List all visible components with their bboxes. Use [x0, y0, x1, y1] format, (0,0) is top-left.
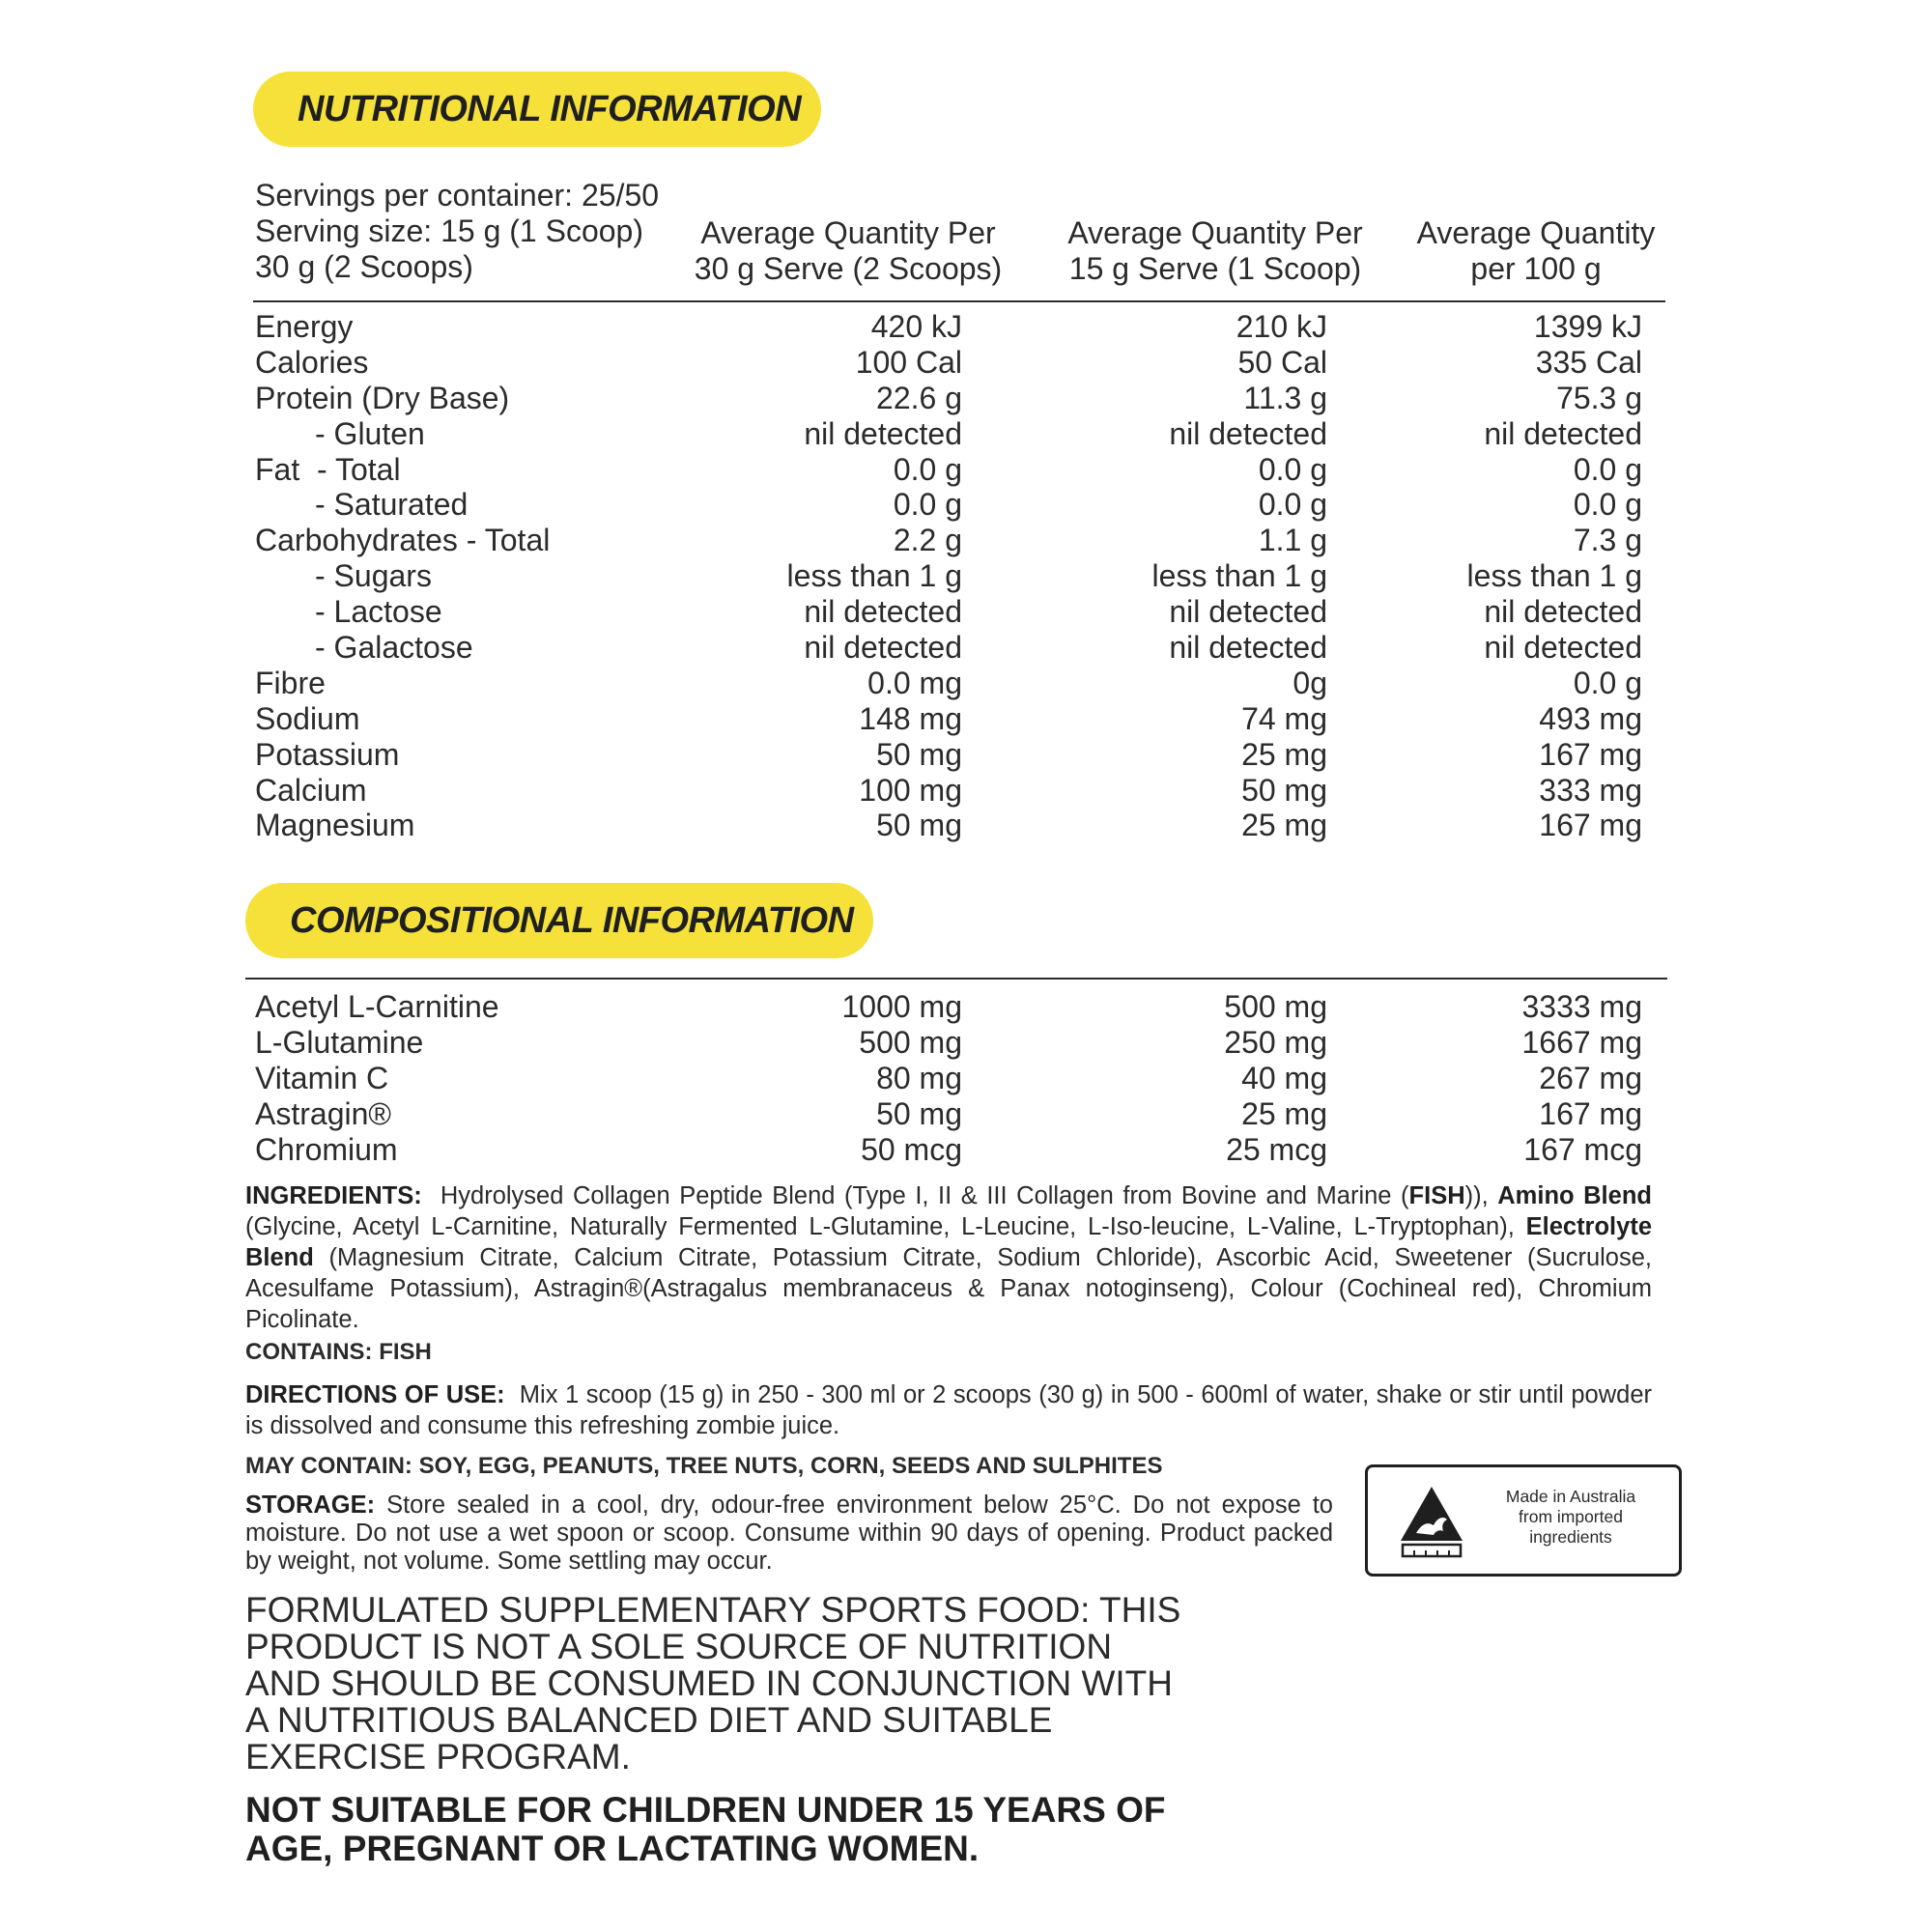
value-30g: 50 mg [876, 736, 962, 772]
row-label: Fibre [255, 665, 326, 700]
table-row [255, 736, 1642, 773]
electrolyte-blend-label: Electrolyte Blend [245, 1213, 1652, 1271]
table-row [255, 1060, 1642, 1096]
value-100g: nil detected [1484, 630, 1642, 666]
value-30g: nil detected [804, 594, 962, 630]
value-100g: 267 mg [1539, 1060, 1642, 1095]
made-in-australia-badge [1365, 1464, 1682, 1577]
value-30g: nil detected [804, 630, 962, 666]
value-15g: 11.3 g [1243, 380, 1327, 415]
badge-line: ingredients [1529, 1527, 1612, 1547]
value-30g: 0.0 mg [867, 665, 962, 700]
row-label: - Galactose [315, 630, 473, 666]
value-100g: less than 1 g [1466, 558, 1642, 594]
value-15g: 0.0 g [1258, 487, 1327, 523]
row-label: Energy [255, 309, 354, 344]
formulated-statement: FORMULATED SUPPLEMENTARY SPORTS FOOD: THIS PRODUCT IS NOT A SOLE SOURCE OF NUTRITION AND SHOULD BE CONSUMED IN CONJUNCTION WITH A NUTRITIOUS BALANCED DIET AND SUITABLE EXERCISE PROGRAM. [245, 1590, 1181, 1776]
value-15g: 500 mg [1224, 989, 1327, 1024]
value-30g: 500 mg [859, 1024, 962, 1060]
storage-paragraph [245, 1492, 1333, 1576]
value-30g: nil detected [804, 415, 962, 451]
value-100g: 7.3 g [1573, 523, 1642, 558]
value-100g: 167 mcg [1523, 1131, 1642, 1167]
row-label: Fat - Total [255, 451, 401, 487]
table-row [255, 380, 1642, 416]
value-30g: 0.0 g [893, 451, 962, 487]
value-30g: 100 Cal [855, 344, 962, 380]
table-row [255, 558, 1642, 594]
value-15g: 0g [1293, 665, 1327, 700]
value-15g: less than 1 g [1151, 558, 1327, 594]
divider [245, 978, 1667, 980]
nutritional-info-heading [253, 71, 821, 147]
value-100g: 167 mg [1539, 1095, 1642, 1131]
table-row [255, 700, 1642, 737]
value-30g: less than 1 g [786, 558, 962, 594]
australian-kangaroo-triangle-icon [1399, 1485, 1464, 1558]
value-100g: 167 mg [1539, 736, 1642, 772]
value-30g: 80 mg [876, 1060, 962, 1095]
table-row [255, 594, 1642, 630]
row-label: Chromium [255, 1131, 398, 1167]
column-header-100g [1391, 215, 1681, 287]
row-label: Magnesium [255, 808, 415, 843]
row-label: Sodium [255, 700, 360, 736]
table-row [255, 1131, 1642, 1168]
badge-line: Made in Australia [1505, 1487, 1636, 1506]
servings-per-container: Servings per container: 25/50 [255, 178, 660, 213]
table-row [255, 523, 1642, 558]
value-30g: 50 mcg [861, 1131, 962, 1167]
column-header-line: Average Quantity Per [1067, 215, 1363, 250]
value-30g: 0.0 g [893, 487, 962, 523]
value-15g: 25 mg [1241, 1095, 1327, 1131]
table-row [255, 451, 1642, 488]
value-15g: 74 mg [1241, 700, 1327, 736]
divider [253, 300, 1665, 302]
column-header-15g [1041, 215, 1389, 287]
serving-info [255, 178, 659, 285]
value-100g: 167 mg [1539, 808, 1642, 843]
value-15g: 50 Cal [1237, 344, 1327, 380]
value-15g: 25 mg [1241, 736, 1327, 772]
value-100g: 0.0 g [1573, 665, 1642, 700]
nutrition-table [255, 309, 1642, 843]
allergen-fish: FISH [1408, 1182, 1465, 1209]
column-header-line: 15 g Serve (1 Scoop) [1068, 251, 1362, 286]
value-100g: 493 mg [1539, 700, 1642, 736]
value-15g: 250 mg [1224, 1024, 1327, 1060]
ingredients-text: Hydrolysed Collagen Peptide Blend (Type I, II & III Collagen from Bovine and Marine ( [440, 1182, 1409, 1209]
value-100g: 333 mg [1539, 772, 1642, 808]
value-100g: 0.0 g [1573, 451, 1642, 487]
value-30g: 1000 mg [841, 989, 962, 1024]
value-15g: 25 mcg [1226, 1131, 1327, 1167]
value-15g: 40 mg [1241, 1060, 1327, 1095]
ingredients-text: )), [1464, 1182, 1489, 1209]
may-contain-statement: MAY CONTAIN: SOY, EGG, PEANUTS, TREE NUTS, CORN, SEEDS AND SULPHITES [245, 1453, 1163, 1479]
value-15g: 0.0 g [1258, 451, 1327, 487]
row-label: Carbohydrates - Total [255, 523, 551, 558]
row-label: L-Glutamine [255, 1024, 424, 1060]
value-30g: 420 kJ [870, 309, 962, 344]
table-row [255, 1024, 1642, 1061]
row-label: Protein (Dry Base) [255, 380, 510, 415]
value-100g: 1399 kJ [1533, 309, 1642, 344]
badge-text [1484, 1487, 1658, 1548]
value-30g: 100 mg [859, 772, 962, 808]
ingredients-label: INGREDIENTS: [245, 1182, 422, 1209]
table-row [255, 989, 1642, 1025]
value-15g: 210 kJ [1236, 309, 1327, 344]
value-100g: 3333 mg [1521, 989, 1642, 1024]
directions-text: Mix 1 scoop (15 g) in 250 - 300 ml or 2 scoops (30 g) in 500 - 600ml of water, shake or stir until powder is dissolved and consume this refreshing zombie juice. [245, 1381, 1653, 1439]
value-30g: 50 mg [876, 808, 962, 843]
table-row [255, 772, 1642, 809]
table-row [255, 808, 1642, 843]
value-100g: 0.0 g [1573, 487, 1642, 523]
serving-size-line2: 30 g (2 Scoops) [255, 249, 473, 284]
storage-text: Store sealed in a cool, dry, odour-free environment below 25°C. Do not expose to moisture. Do not use a wet spoon or scoop. Consume within 90 days of opening. Product packed by weight, not volume. Some settling may occur. [245, 1492, 1333, 1575]
table-row [255, 665, 1642, 701]
composition-table [255, 989, 1642, 1167]
ingredients-text: (Glycine, Acetyl L-Carnitine, Naturally Fermented L-Glutamine, L-Leucine, L-Iso-leucine, L-Valine, L-Tryptophan), [245, 1213, 1515, 1240]
badge-line: from imported [1519, 1507, 1623, 1526]
column-header-line: per 100 g [1470, 251, 1602, 286]
row-label: - Gluten [315, 415, 425, 451]
table-row [255, 415, 1642, 452]
table-row [255, 1095, 1642, 1132]
contains-statement: CONTAINS: FISH [245, 1339, 432, 1365]
value-30g: 22.6 g [876, 380, 962, 415]
warning-statement: NOT SUITABLE FOR CHILDREN UNDER 15 YEARS OF AGE, PREGNANT OR LACTATING WOMEN. [245, 1790, 1166, 1868]
value-100g: 335 Cal [1535, 344, 1642, 380]
directions-paragraph [245, 1379, 1652, 1441]
value-100g: 75.3 g [1556, 380, 1642, 415]
table-row [255, 344, 1642, 381]
column-header-line: 30 g Serve (2 Scoops) [694, 251, 1003, 286]
row-label: Calories [255, 344, 369, 380]
row-label: Vitamin C [255, 1060, 389, 1095]
value-15g: nil detected [1169, 630, 1327, 666]
row-label: Acetyl L-Carnitine [255, 989, 499, 1024]
storage-label: STORAGE: [245, 1492, 376, 1519]
column-header-line: Average Quantity [1416, 215, 1656, 250]
row-label: - Saturated [315, 487, 469, 523]
value-30g: 148 mg [859, 700, 962, 736]
table-row [255, 487, 1642, 523]
row-label: - Sugars [315, 558, 432, 594]
ingredients-text: (Magnesium Citrate, Calcium Citrate, Potassium Citrate, Sodium Chloride), Ascorbic Acid, Sweetener (Sucrulose, Acesulfame Potassium), Astragin®(Astragalus membranaceus & Panax notoginseng), Colour (Cochineal red), Chromium Picolinate. [245, 1244, 1652, 1333]
column-header-line: Average Quantity Per [700, 215, 996, 250]
row-label: Calcium [255, 772, 367, 808]
row-label: Astragin® [255, 1095, 391, 1131]
row-label: - Lactose [315, 594, 442, 630]
directions-label: DIRECTIONS OF USE: [245, 1381, 505, 1408]
value-30g: 2.2 g [893, 523, 962, 558]
amino-blend-label: Amino Blend [1497, 1182, 1652, 1209]
value-15g: 50 mg [1241, 772, 1327, 808]
ingredients-paragraph [245, 1180, 1652, 1335]
value-100g: nil detected [1484, 594, 1642, 630]
row-label: Potassium [255, 736, 400, 772]
compositional-info-heading [245, 883, 873, 958]
table-row [255, 309, 1642, 345]
value-15g: nil detected [1169, 594, 1327, 630]
value-15g: nil detected [1169, 415, 1327, 451]
value-15g: 25 mg [1241, 808, 1327, 843]
compositional-info-title: COMPOSITIONAL INFORMATION [290, 899, 854, 941]
nutritional-info-title: NUTRITIONAL INFORMATION [298, 88, 802, 129]
serving-size-line1: Serving size: 15 g (1 Scoop) [255, 213, 643, 248]
value-100g: nil detected [1484, 415, 1642, 451]
value-15g: 1.1 g [1258, 523, 1327, 558]
value-100g: 1667 mg [1521, 1024, 1642, 1060]
value-30g: 50 mg [876, 1095, 962, 1131]
column-header-30g [674, 215, 1022, 287]
table-row [255, 630, 1642, 666]
